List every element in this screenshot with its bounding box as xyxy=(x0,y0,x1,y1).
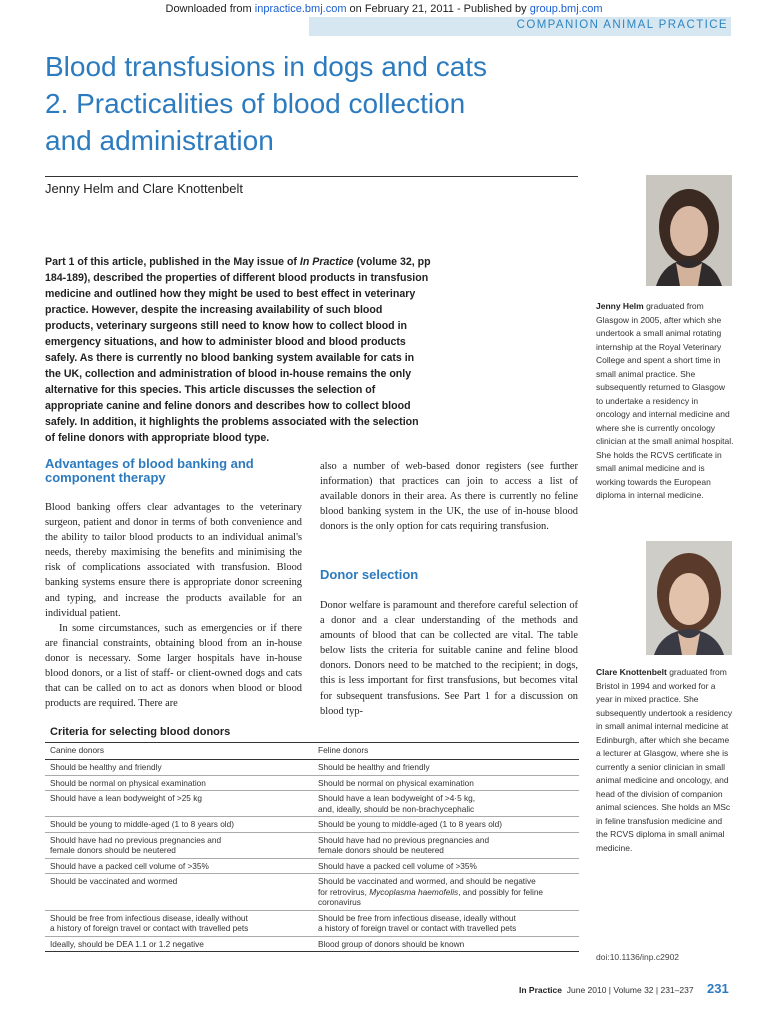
authors: Jenny Helm and Clare Knottenbelt xyxy=(45,181,244,196)
section-label: COMPANION ANIMAL PRACTICE xyxy=(516,19,728,31)
table-row xyxy=(45,936,579,952)
paragraph: Donor welfare is paramount and therefore careful selection of a donor and a clear understanding of the methods and amounts of blood that can be collected are vital. The table below lists the criteria for suitable canine and feline blood donors. Donors need to be matched to the recipient; in dogs, this is less important for first transfusions, but becomes vital for subsequent transfusions. See Part 1 for a discussion on blood typ- xyxy=(320,600,578,717)
criteria-table xyxy=(45,742,579,952)
table-title: Criteria for selecting blood donors xyxy=(50,726,231,738)
author-photo-clare-knottenbelt xyxy=(646,541,732,655)
table-row xyxy=(45,760,579,776)
page-number: 231 xyxy=(707,981,729,996)
table-cell: Should have had no previous pregnancies and female donors should be neutered xyxy=(45,832,313,858)
table-row xyxy=(45,910,579,936)
paragraph: In some circumstances, such as emergencies or if there are financial constraints, obtaining blood from an in-house donor is necessary. Some larger hospitals have in-house blood donors, or a list of staff- or client-owned dogs and cats that can be called on to act as donors when blood or blood products are required. There are xyxy=(45,622,302,710)
column-left-text xyxy=(45,500,302,711)
table-cell: Should have a packed cell volume of >35% xyxy=(313,858,579,874)
download-notice: Downloaded from inpractice.bmj.com on February 21, 2011 - Published by group.bmj.com xyxy=(165,3,603,15)
column-right-text-top xyxy=(320,459,578,534)
table-cell: Should be free from infectious disease, ideally without a history of foreign travel or contact with travelled pets xyxy=(313,910,579,936)
table-cell: Should have a lean bodyweight of >4·5 kg, and, ideally, should be non-brachycephalic xyxy=(313,791,579,817)
table-cell: Ideally, should be DEA 1.1 or 1.2 negative xyxy=(45,936,313,952)
title-line: 2. Practicalities of blood collection xyxy=(45,88,466,119)
table-row xyxy=(45,874,579,911)
table-cell: Should be young to middle-aged (1 to 8 years old) xyxy=(45,817,313,833)
title-rule xyxy=(45,176,578,177)
site-link[interactable]: inpractice.bmj.com xyxy=(254,3,347,15)
table-cell: Should have had no previous pregnancies and female donors should be neutered xyxy=(313,832,579,858)
publisher-link[interactable]: group.bmj.com xyxy=(529,3,603,15)
table-row xyxy=(45,775,579,791)
author-bio: Jenny Helm graduated from Glasgow in 2005, after which she undertook a small animal rotating internship at the Royal Veterinary College and spent a short time in small animal practice. She subsequently returned to Glasgow to undertake a residency in oncology and internal medicine and where she is currently oncology clinician at the small animal hospital. She holds the RCVS certificate in small animal medicine and is working towards the European diploma in internal medicine. xyxy=(596,301,734,500)
column-header: Feline donors xyxy=(313,743,579,760)
table-cell: Should be vaccinated and wormed xyxy=(45,874,313,911)
column-right-text xyxy=(320,598,578,719)
column-header: Canine donors xyxy=(45,743,313,760)
table-cell: Should have a packed cell volume of >35% xyxy=(45,858,313,874)
paragraph: also a number of web-based donor registers (see further information) that practices can join to access a list of available donors in their area. As there is currently no feline blood banking system in the UK, the use of in-house blood donors is the only option for cats requiring transfusion. xyxy=(320,461,578,533)
table-row xyxy=(45,817,579,833)
footer-citation: In Practice June 2010 | Volume 32 | 231–237 xyxy=(519,985,694,995)
heading-donor-selection: Donor selection xyxy=(320,567,419,582)
table-header-row xyxy=(45,743,579,760)
table-cell: Blood group of donors should be known xyxy=(313,936,579,952)
table-cell: Should be healthy and friendly xyxy=(313,760,579,776)
table-row xyxy=(45,791,579,817)
author-photo-jenny-helm xyxy=(646,175,732,286)
table-cell: Should have a lean bodyweight of >25 kg xyxy=(45,791,313,817)
abstract: Part 1 of this article, published in the May issue of In Practice (volume 32, pp 184-189), described the properties of different blood products in transfusion medicine and outlined how they might be used to best effect in veterinary practice. However, despite the increasing availability of such blood products, veterinary surgeons still need to know how to collect blood in emergency situations, and how to administer blood and blood products safely. As there is currently no blood banking system available for cats in the UK, collection and administration of blood in-house remains the only alternative for this species. This article discusses the selection of appropriate canine and feline donors and describes how to collect blood safely. In addition, it highlights the problems associated with the selection of feline donors with appropriate blood type. xyxy=(45,256,431,444)
title-line: Blood transfusions in dogs and cats xyxy=(45,51,488,82)
title-line: and administration xyxy=(45,125,274,156)
table-cell: Should be vaccinated and wormed, and should be negative for retrovirus, Mycoplasma haemofelis, and possibly for feline coronavirus xyxy=(313,874,579,911)
table-cell: Should be young to middle-aged (1 to 8 years old) xyxy=(313,817,579,833)
table-cell: Should be healthy and friendly xyxy=(45,760,313,776)
article-title xyxy=(45,48,585,159)
author-bio: Clare Knottenbelt graduated from Bristol in 1994 and worked for a year in mixed practice. She subsequently undertook a residency in small animal internal medicine at Edinburgh, after which she became a lecturer at Glasgow, where she is currently a senior clinician in small animal medicine and oncology, and head of the division of companion animal sciences. She holds an MSc in feline transfusion medicine and the RCVS diploma in small animal medicine. xyxy=(596,667,733,853)
table-cell: Should be free from infectious disease, ideally without a history of foreign travel or contact with travelled pets xyxy=(45,910,313,936)
table-cell: Should be normal on physical examination xyxy=(45,775,313,791)
paragraph: Blood banking offers clear advantages to the veterinary surgeon, patient and donor in terms of both convenience and the ability to tailor blood products to an individual animal's needs, thereby maximising the benefits and minimising the risk of complications associated with transfusion. Blood banking systems ensure there is appropriate donor screening and typing, and increase the products available for an individual patient. xyxy=(45,502,302,619)
table-cell: Should be normal on physical examination xyxy=(313,775,579,791)
table-row xyxy=(45,832,579,858)
heading-advantages: Advantages of blood banking and component therapy xyxy=(45,456,254,485)
table-row xyxy=(45,858,579,874)
doi: doi:10.1136/inp.c2902 xyxy=(596,952,680,962)
